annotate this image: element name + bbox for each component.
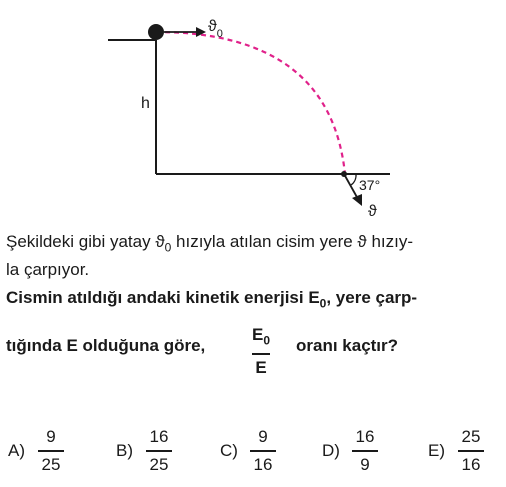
angle-arc [351,174,356,185]
option-b-fraction: 16 25 [146,427,172,475]
final-velocity-label: ϑ [368,203,377,220]
angle-label: 37° [359,177,381,193]
option-d-fraction: 16 9 [352,427,378,475]
energy-ratio: $E_0$ E [252,325,271,377]
option-c-fraction: 9 16 [250,427,276,475]
ball [148,24,164,40]
question-line-1: Şekildeki gibi yatay $ϑ_0$ hızıyla atılan cisim yere ϑ hızıy- [6,232,414,255]
option-a-fraction: 9 25 [38,427,64,475]
projectile-figure [0,0,506,225]
question-line-2: la çarpıyor. [6,260,90,279]
question-line-3: Cismin atıldığı andaki kinetik enerjisi $E_0$, yere çarp- [6,288,418,311]
initial-velocity-label: $ϑ_0$ [208,18,223,40]
question-line-4: tığında E olduğuna göre, [6,336,206,355]
height-label: h [141,95,150,112]
trajectory-curve [156,32,345,174]
question-line-4-end: oranı kaçtır? [296,336,399,355]
option-e-fraction: 25 16 [458,427,484,475]
